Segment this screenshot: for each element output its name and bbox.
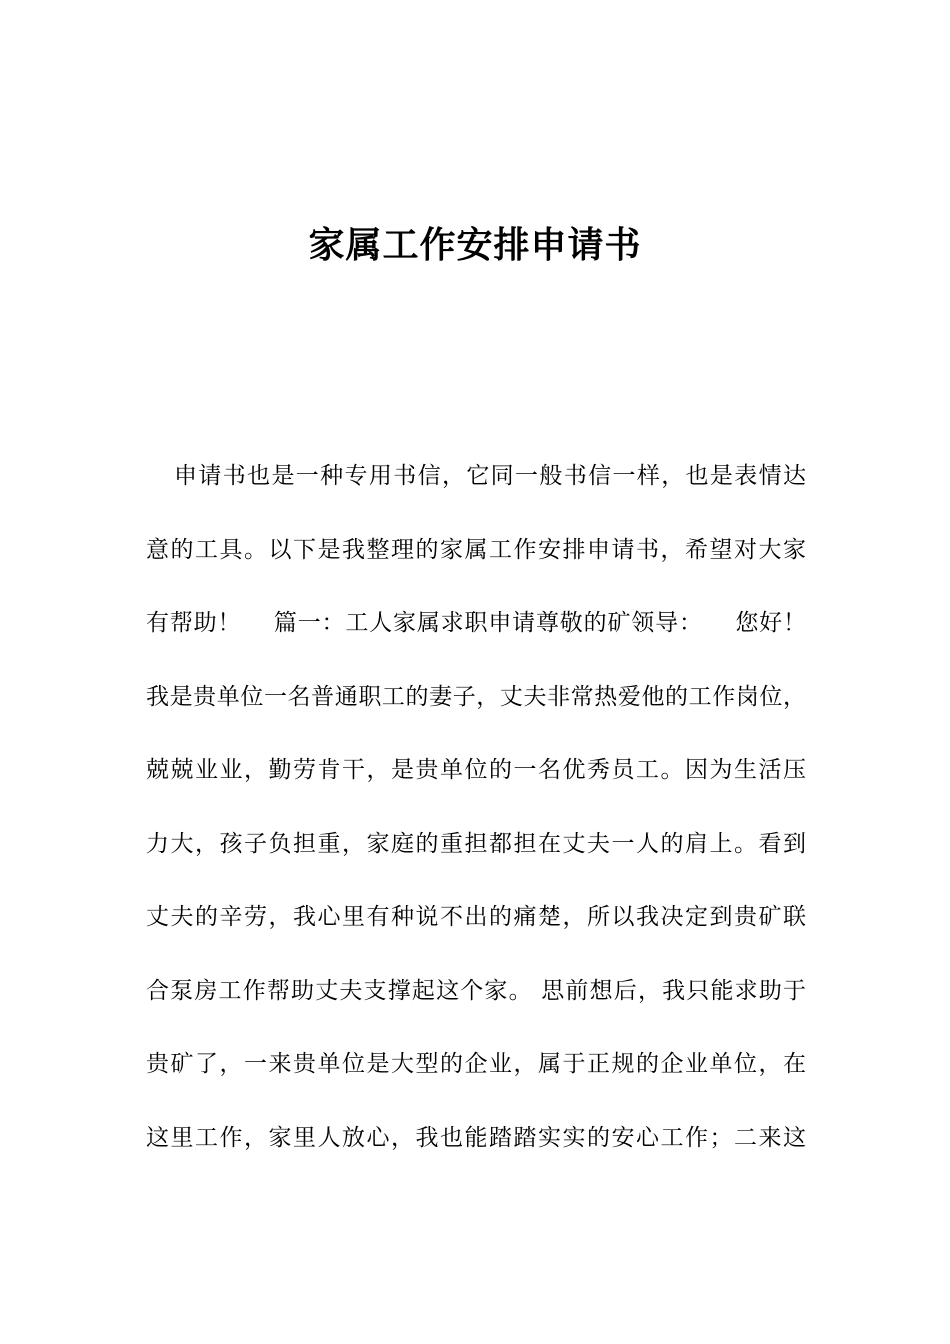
body-line-9: 贵矿了，一来贵单位是大型的企业，属于正规的企业单位，在 bbox=[146, 1051, 806, 1077]
body-line-2: 意的工具。以下是我整理的家属工作安排申请书，希望对大家 bbox=[146, 536, 806, 563]
body-line-8: 合泵房工作帮助丈夫支撑起这个家。 思前想后，我只能求助于 bbox=[146, 977, 806, 1004]
body-line-10: 这里工作，家里人放心，我也能踏踏实实的安心工作；二来这 bbox=[146, 1124, 806, 1151]
body-line-4: 我是贵单位一名普通职工的妻子，丈夫非常热爱他的工作岗位， bbox=[146, 683, 806, 710]
body-line-6: 力大，孩子负担重，家庭的重担都担在丈夫一人的肩上。看到 bbox=[146, 830, 806, 857]
body-line-3: 有帮助！ 篇一：工人家属求职申请尊敬的矿领导： 您好！ bbox=[146, 610, 806, 636]
body-line-1: 申请书也是一种专用书信，它同一般书信一样，也是表情达 bbox=[174, 463, 806, 489]
document-body bbox=[146, 456, 806, 1191]
body-line-7: 丈夫的辛劳，我心里有种说不出的痛楚，所以我决定到贵矿联 bbox=[146, 904, 806, 930]
body-line-5: 兢兢业业，勤劳肯干，是贵单位的一名优秀员工。因为生活压 bbox=[146, 757, 806, 783]
document-title: 家属工作安排申请书 bbox=[308, 225, 642, 266]
